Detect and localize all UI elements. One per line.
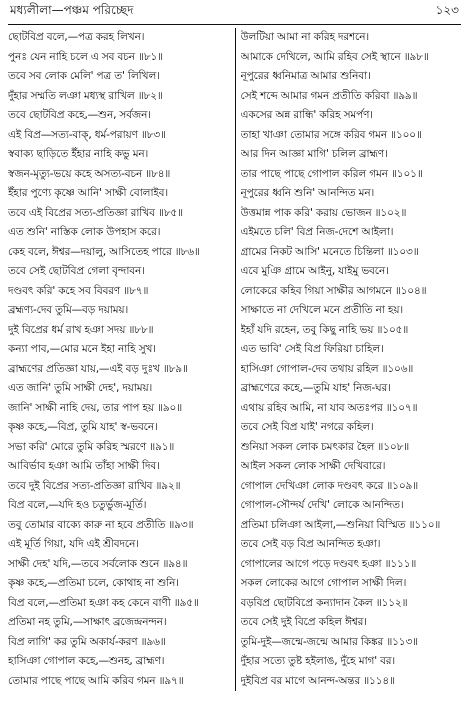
verse-line: প্রতিমা চলিঞা আইলা,—শুনিয়া বিস্মিত ॥১১০॥ [240,518,441,531]
verse-line: কৃষ্ণ কহে,—প্রতিমা চলে, কোথাহ না শুনি। [8,577,179,589]
verse-columns [8,28,461,691]
verse-line: এবে মুঞি গ্রামে আইনু, যাইমু ভবনে। [240,265,389,277]
verse-line: কেহ বলে, ঈশ্বর—দয়ালু, আসিতেহ পারে ॥৮৬॥ [8,245,200,258]
verse-line: কৃষ্ণ কহে,—বিপ্র, তুমি যাহ' স্ব-ভবনে। [8,421,158,433]
verse-line: বড়বিপ্র ছোটবিপ্রে কন্যাদান কৈল ॥১১২॥ [240,596,408,609]
verse-line: জানি' সাক্ষী নাহি দেয়, তার পাপ হয় ॥৯০॥ [8,401,182,414]
verse-line: ইঁহার পুণ্যে কৃষ্ণে আনি' সাক্ষী বোলাইব। [8,187,168,199]
running-title: মধ্যলীলা—পঞ্চম পরিচ্ছেদ [10,3,134,17]
verse-line: সাক্ষী দেহ' যদি,—তবে সর্বলোক শুনে ॥৯৪॥ [8,557,188,570]
column-divider [235,28,236,691]
verse-line: দুই বিপ্রের ধর্ম রাখ হঞা সদয় ॥৮৮॥ [8,323,154,336]
verse-line: তোমার পাছে পাছে আমি করিব গমন ॥৯৭॥ [8,674,184,687]
page-number: ১২৩ [435,3,459,17]
verse-line: ব্রহ্মণ্য-দেব তুমি—বড় দয়াময়। [8,304,129,316]
verse-line: গোপালের আগে পড়ে দণ্ডবৎ হঞা ॥১১১॥ [240,557,417,570]
verse-line: ব্রাহ্মণের প্রতিজ্ঞা যায়,—এই বড় দুঃখ ॥৮৯॥ [8,362,188,375]
verse-line: তবে এই বিপ্রের সত্য-প্রতিজ্ঞা রাখিব ॥৮৫॥ [8,206,183,219]
verse-line: নূপুরের ধ্বনিমাত্র আমার শুনিবা। [240,70,371,82]
verse-line: তাহা খাঞা তোমার সঙ্গে করিব গমন ॥১০০॥ [240,128,422,141]
verse-line: দণ্ডবৎ করি' কহে সব বিবরণ ॥৮৭॥ [8,284,149,297]
verse-line: আমাকে দেখিলে, আমি রহিব সেই স্থানে ॥৯৮॥ [240,50,429,63]
left-column [8,28,235,691]
verse-line: তবে সেই বড় বিপ্র আনন্দিত হঞা। [240,538,381,550]
page-header [8,4,461,25]
verse-line: প্রতিমা নহ তুমি,—সাক্ষাৎ ব্রজেন্দ্রনন্দন। [8,616,167,628]
verse-line: স্ববাক্য ছাড়িতে ইঁহার নাহি কভু মন। [8,148,149,160]
verse-line: দুইবিপ্র বর মাগে আনন্দ-অন্তর ॥১১৪॥ [240,674,395,687]
verse-line: আর দিন আজ্ঞা মাগি' চলিল ব্রাহ্মণ। [240,148,388,160]
verse-line: স্বজন-মৃত্যু-ভয়ে কহে অসত্য-বচন ॥৮৪॥ [8,167,171,180]
verse-line: তবে সেই বিপ্র যাই' নগরে কহিল। [240,421,374,433]
verse-line: তবে সেই ছোটবিপ্র গেলা বৃন্দাবন। [8,265,145,277]
verse-line: সাক্ষাতে না দেখিলে মনে প্রতীতি না হয়। [240,304,403,316]
verse-line: আইল সকল লোক সাক্ষী দেখিবারে। [240,460,386,472]
verse-line: এত ভাবি' সেই বিপ্র ফিরিয়া চাহিল। [240,343,384,355]
verse-line: দুঁহার সম্মতি লঞা মধ্যস্থ রাখিল ॥৮২॥ [8,89,163,102]
verse-line: শুনিয়া সকল লোক চমৎকার হৈল ॥১০৮॥ [240,440,410,453]
verse-line: দুঁহার সত্যে তুষ্ট হইলাঙ, দুঁহে মাগ' বর। [240,655,395,667]
verse-line: একসের অন্ন রান্ধি' করিহ সমর্পণ। [240,109,373,121]
verse-line: কন্যা পাব,—মোর মনে ইহা নাহি সুখ। [8,343,156,355]
verse-line: বিপ্র বলে,—যদি হও চতুর্ভুজ-মূর্তি। [8,499,147,511]
verse-line: গ্রামের নিকট আসি' মনেতে চিন্তিলা ॥১০৩॥ [240,245,419,258]
verse-line: সেই শব্দে আমার গমন প্রতীতি করিবা ॥৯৯॥ [240,89,418,102]
verse-line: উলটিয়া আমা না করিহ দরশনে। [240,31,370,43]
verse-line: তবে সেই দুই বিপ্রে কহিল ঈশ্বর। [240,616,367,628]
verse-line: আবির্ভাব হঞা আমি তাঁহা সাক্ষী দিব। [8,460,160,472]
verse-line: তবু তোমার বাক্যে কারু না হবে প্রতীতি ॥৯৩॥ [8,518,194,531]
verse-line: এই বিপ্র—সত্য-বাক্, ধর্ম-পরায়ণ ॥৮৩॥ [8,128,166,141]
verse-line: তবে সব লোক মেলি' পত্র ত' লিখিল। [8,70,160,82]
verse-line: হাসিঞা গোপাল কহে,—শুনহ, ব্রাহ্মণ। [8,655,165,667]
verse-line: সকল লোকের আগে গোপাল সাক্ষী দিল। [240,577,407,589]
verse-line: লোকেরে কহিব গিয়া সাক্ষীর আগমনে ॥১০৪॥ [240,284,427,297]
verse-line: এত শুনি' নাস্তিক লোক উপহাস করে। [8,226,161,238]
verse-line: বিপ্র বলে,—প্রতিমা হঞা কহ কেনে বাণী ॥৯৫॥ [8,596,199,609]
verse-line: ছোটবিপ্র বলে,—পত্র করহ লিখন। [8,31,145,43]
verse-line: তবে দুই বিপ্রের সত্য-প্রতিজ্ঞা রাখিব ॥৯২॥ [8,479,181,492]
verse-line: উত্তমান্ন পাক করি' করায় ভোজন ॥১০২॥ [240,206,407,219]
verse-line: গোপাল দেখিঞা লোক দণ্ডবৎ করে ॥১০৯॥ [240,479,419,492]
verse-line: এই মূর্তি গিয়া, যদি এই শ্রীবদনে। [8,538,139,550]
verse-line: সভা করি' মোরে তুমি করিহ স্মরণে ॥৯১॥ [8,440,175,453]
verse-line: পুনঃ যেন নাহি চলে এ সব বচন ॥৮১॥ [8,50,163,63]
right-column [235,28,462,691]
verse-line: তবে ছোটবিপ্র কহে,—শুন, সর্বজন। [8,109,151,121]
verse-line: এত জানি' তুমি সাক্ষী দেহ', দয়াময়। [8,382,153,394]
verse-line: তুমি-দুই—জন্মে-জন্মে আমার কিঙ্কর ॥১১৩॥ [240,635,418,648]
verse-line: হাসিঞা গোপাল-দেব তথায় রহিল ॥১০৬॥ [240,362,414,375]
verse-line: এইমতে চলি' বিপ্র নিজ-দেশে আইলা। [240,226,394,238]
verse-line: বিপ্র লাগি' কর তুমি অকার্য-করণ ॥৯৬॥ [8,635,166,648]
verse-line: নূপুরের ধ্বনি শুনি' আনন্দিত মন। [240,187,375,199]
verse-line: তার পাছে পাছে গোপাল করিল গমন ॥১০১॥ [240,167,423,180]
verse-line: ইহাঁ যদি রহেন, তবু কিছু নাহি ভয় ॥১০৫॥ [240,323,409,336]
verse-line: ব্রাহ্মণেরে কহে,—তুমি যাহ' নিজ-ঘর। [240,382,391,394]
verse-line: গোপাল-সৌন্দর্য দেখি' লোকে আনন্দিত। [240,499,404,511]
verse-line: এথায় রহিব আমি, না যাব অতঃপর ॥১০৭॥ [240,401,418,414]
